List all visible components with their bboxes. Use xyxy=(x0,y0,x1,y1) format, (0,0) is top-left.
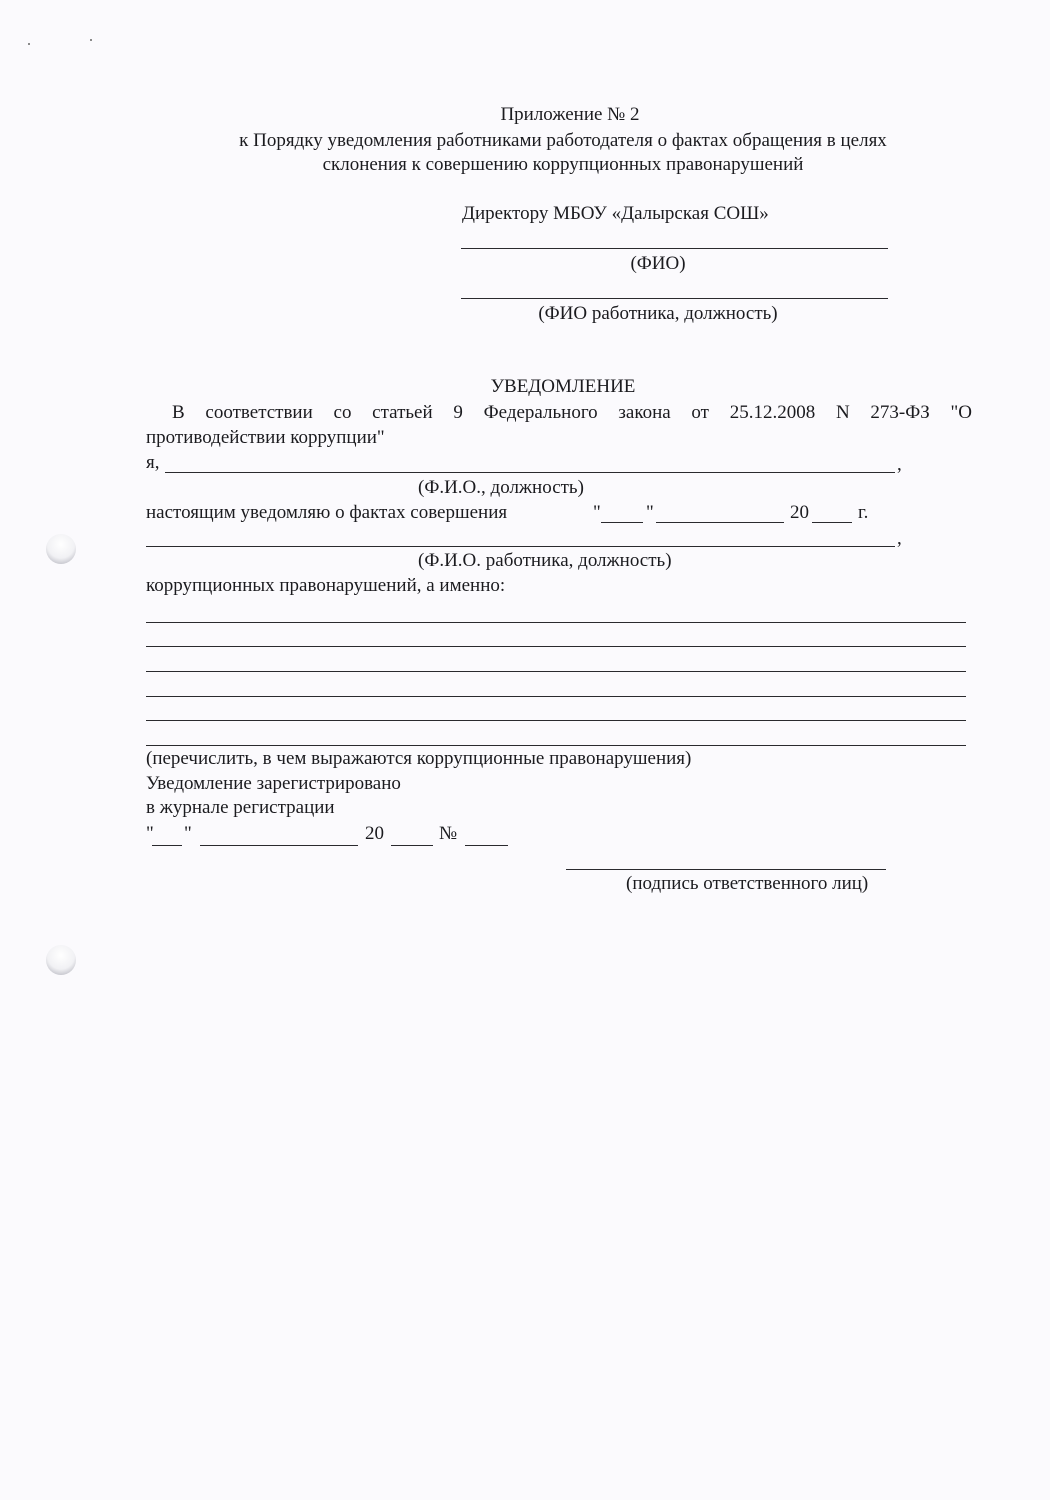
violations-list-caption: (перечислить, в чем выражаются коррупционные правонарушения) xyxy=(146,748,692,769)
notify-year-field[interactable] xyxy=(812,522,852,523)
registration-line2: в журнале регистрации xyxy=(146,797,335,818)
reporter-comma: , xyxy=(897,454,902,475)
notify-year-prefix: 20 xyxy=(790,502,809,523)
notify-year-suffix: г. xyxy=(858,502,869,523)
document-title: УВЕДОМЛЕНИЕ xyxy=(490,376,636,397)
violation-line[interactable] xyxy=(146,622,966,623)
reporter-fio-line[interactable] xyxy=(165,472,895,473)
violation-line[interactable] xyxy=(146,646,966,647)
appendix-number: Приложение № 2 xyxy=(500,104,640,125)
addressee-director: Директору МБОУ «Далырская СОШ» xyxy=(462,203,769,224)
notify-quote-close: " xyxy=(646,502,654,523)
appendix-description-line2: склонения к совершению коррупционных правонарушений xyxy=(322,154,804,175)
worker-fio-caption: (Ф.И.О. работника, должность) xyxy=(418,550,672,571)
punch-hole-lower xyxy=(46,945,76,975)
violation-line[interactable] xyxy=(146,671,966,672)
employee-fio-caption: (ФИО работника, должность) xyxy=(538,303,778,324)
registration-year-field[interactable] xyxy=(391,845,433,846)
ya-label: я, xyxy=(146,452,160,473)
reporter-fio-caption: (Ф.И.О., должность) xyxy=(418,477,584,498)
scan-speck xyxy=(90,39,92,41)
intro-line1: В соответствии со статьей 9 Федерального закона от 25.12.2008 N 273-ФЗ "О xyxy=(172,402,972,423)
scan-speck xyxy=(28,43,30,45)
director-fio-caption: (ФИО) xyxy=(630,253,686,274)
intro-line2: противодействии коррупции" xyxy=(146,427,385,448)
worker-fio-line[interactable] xyxy=(146,546,895,547)
registration-month-field[interactable] xyxy=(200,845,358,846)
registration-line1: Уведомление зарегистрировано xyxy=(146,773,401,794)
violations-text: коррупционных правонарушений, а именно: xyxy=(146,575,506,596)
violation-line[interactable] xyxy=(146,745,966,746)
notify-month-field[interactable] xyxy=(656,522,784,523)
registration-number-field[interactable] xyxy=(465,845,508,846)
notify-quote-open: " xyxy=(593,502,601,523)
notify-text: настоящим уведомляю о фактах совершения xyxy=(146,502,508,523)
employee-fio-line[interactable] xyxy=(461,298,888,299)
registration-quote-close: " xyxy=(184,823,192,844)
director-fio-line[interactable] xyxy=(461,248,888,249)
registration-year-prefix: 20 xyxy=(365,823,384,844)
notify-day-field[interactable] xyxy=(601,522,643,523)
violation-line[interactable] xyxy=(146,696,966,697)
registration-day-field[interactable] xyxy=(152,845,182,846)
registration-quote-open: " xyxy=(146,823,154,844)
signature-caption: (подпись ответственного лиц) xyxy=(626,873,869,894)
violation-line[interactable] xyxy=(146,720,966,721)
registration-number-sign: № xyxy=(439,823,458,844)
appendix-description-line1: к Порядку уведомления работниками работодателя о фактах обращения в целях xyxy=(239,130,887,151)
punch-hole-upper xyxy=(46,534,76,564)
worker-comma: , xyxy=(897,528,902,549)
signature-line[interactable] xyxy=(566,869,886,870)
